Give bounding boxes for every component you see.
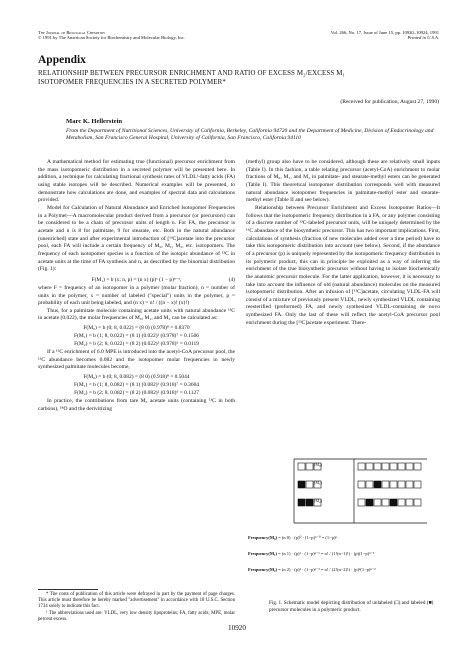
page-number: 10920	[228, 624, 246, 632]
unlabeled-unit	[306, 481, 313, 488]
unlabeled-unit	[298, 463, 305, 470]
label-m0: (M₀)	[314, 462, 322, 467]
frequency-m2-label: Frequency(M₂) =	[248, 567, 281, 572]
frequency-m0-formula: (n 0) · (p)⁰ · (1−p)ⁿ⁻⁰ = (1−p)ⁿ	[281, 535, 337, 540]
paragraph: where F = frequency of an isotopomer in a polymer (molar fraction), n = number of units in the polymer, x = number of labeled ("special") units in the polymer, p = probability of each unit being labeled, and (n x) = n! / ((n − x)! (x)!)	[38, 284, 235, 307]
unlabeled-unit	[382, 481, 389, 488]
volume-line: Vol. 266, No. 17, Issue of June 15, pp. 10920–10924, 1991	[330, 30, 439, 35]
unlabeled-unit	[382, 499, 389, 506]
unlabeled-unit	[382, 463, 389, 470]
frequency-m1-formula: (n 1) · (p)¹ · (1−p)ⁿ⁻¹ = n! / (1!(n−1)!) · (p)(1−p)ⁿ⁻¹	[281, 551, 375, 556]
labeled-unit	[374, 481, 381, 488]
figure-1-diagram	[262, 455, 440, 595]
article-title	[38, 70, 438, 87]
article-title-line-2: ISOTOPOMER FREQUENCIES IN A SECRETED POLYMER*	[38, 78, 226, 86]
left-column	[38, 159, 235, 413]
footnote: * The costs of publication of this article were defrayed in part by the payment of page charges. This article must therefore be hereby marked "advertisement" in accordance with 18 U.S.C. Section 1734 solely to indicate this fact.	[38, 592, 235, 610]
equation-line: F(M₀) = b (0; 8, 0.082) = (8 0) (0.918)⁸ = 0.5044	[83, 374, 190, 381]
unlabeled-unit	[390, 481, 397, 488]
equation-text: F(M₁) = b (x; n, p) = (n x) (p)ˣ (1 − p)ⁿ⁻ˣ,	[91, 276, 182, 283]
footnote: ¹ The abbreviations used are: VLDL, very low density lipoproteins; FA, fatty acids; MPE, molar percent excess.	[38, 610, 235, 622]
unlabeled-unit	[358, 499, 365, 506]
unlabeled-unit	[406, 481, 413, 488]
unlabeled-unit	[406, 463, 413, 470]
unlabeled-unit	[306, 463, 313, 470]
equation-4	[38, 276, 235, 284]
unlabeled-unit	[374, 463, 381, 470]
frequency-m0	[248, 535, 337, 541]
frequency-m2-formula: (n 2) · (p)² · (1−p)ⁿ⁻² = n! / (2!(n−2)!) · (p)²(1−p)ⁿ⁻²	[281, 567, 376, 572]
paragraph: If a ¹³C enrichment of 6.0 MPE is introduced into the acetyl-CoA precursor pool, the ¹³C abundance becomes 0.082 and the isotopomer molar frequencies in newly synthesized palmitate molecules become,	[38, 349, 235, 371]
unlabeled-unit	[358, 481, 365, 488]
unlabeled-unit	[358, 463, 365, 470]
printed-line: Printed in U.S.A.	[407, 35, 439, 41]
author-name: Marc K. Hellerstein	[66, 118, 123, 125]
label-m1: (M₁)	[314, 480, 322, 485]
unlabeled-unit	[406, 499, 413, 506]
section-title: Appendix	[38, 54, 86, 66]
labeled-unit	[298, 481, 305, 488]
unlabeled-unit	[390, 463, 397, 470]
equation-line: F(M₂) = b (2; 8, 0.022) = (8 2) (0.022)² (0.978)⁶ = 0.0119	[74, 341, 199, 348]
unlabeled-unit	[374, 499, 381, 506]
figure-1-caption: Fig. 1. Schematic model depicting distribution of unlabeled (□) and labeled (■) precursor molecules in a polymeric product.	[269, 600, 434, 613]
unlabeled-unit	[366, 463, 373, 470]
equation-line: F(M₁) = b (1; 8, 0.022) = (8 1) (0.022)¹ (0.978)⁷ = 0.1506	[73, 333, 200, 340]
labeled-unit	[390, 499, 397, 506]
journal-header	[38, 30, 185, 41]
footnote-rule	[38, 589, 98, 590]
unlabeled-unit	[414, 481, 421, 488]
unlabeled-unit	[414, 499, 421, 506]
equation-line: F(M₀) = b (0; 8, 0.022) = (8 0) (0.978)⁸ = 0.8370	[83, 325, 190, 332]
unlabeled-unit	[398, 499, 405, 506]
paragraph: In practice, the contributions from tare M₀ acetate units (containing ¹³C in both carbons), ¹⁸O and the derivitizing	[38, 398, 235, 412]
footnotes	[38, 589, 235, 623]
label-m2: (M₂)	[314, 498, 322, 503]
equation-number: (4)	[228, 276, 235, 283]
equation-line: F(M₂) = b (2; 8, 0.082) = (8 2) (0.082)² (0.918)⁶ = 0.1127	[74, 390, 199, 397]
paragraph: A mathematical method for estimating true (functional) precursor enrichment from the mass isotopomeric distribution in a secreted polymer will be presented here. In addition, a technique for calculating fractional synthesis rates of VLDL¹-fatty acids (FA) using stable isotopes will be described. Numerical examples will be presented, to demonstrate how calculations are done, and examples of spectral data and calculations provided.	[38, 159, 235, 204]
copyright-line: © 1991 by The American Society for Biochemistry and Molecular Biology, Inc.	[38, 35, 185, 41]
unlabeled-unit	[414, 463, 421, 470]
journal-name: The Journal of Biological Chemistry	[38, 30, 106, 35]
paragraph: Model for Calculation of Natural Abundance and Enriched Isotopomer Frequencies in a Polymer—A macromolecular product derived from a precursor (or precursors) can be considered to be a chain of precursor units of length n. For FA, the precursor is acetate and n is 8 for palmitate, 9 for stearate, etc. Both in the natural abundance (unenriched) state and after experimental introduction of [¹³C]acetate into the precursor pool, each FA will include a certain frequency of M₀, M₁, M₂, etc. isotopomers. The frequency of each isotopomer species is a function of the isotopic abundance of ¹³C in acetate units at the time of FA synthesis and n, as described by the binomial distribution (Fig. 1):	[38, 204, 235, 273]
frequency-m0-label: Frequency(M₀) =	[248, 535, 281, 540]
equation-line: F(M₁) = b (1; 8, 0.082) = (8 1) (0.082)¹ (0.918)⁷ = 0.3604	[73, 382, 200, 389]
unlabeled-unit	[398, 463, 405, 470]
paragraph: Relationship between Precursor Enrichment and Excess Isotopomer Ratios—It follows that the isotopomeric frequency distribution in a FA, or any polymer consisting of a discrete number of ¹³C-labeled precursor units, will be uniquely determined by the ¹³C abundance of the biosynthetic precursor. This has two important implications. First, calculations of synthesis (fraction of new molecules added over a time period) have to take this isotopomeric distribution into account (see below). Second, if the abundance of a precursor (p) is uniquely represented by the isotopomeric frequency distribution in its polymeric product, this can in principle be exploited as a way of inferring the enrichment of the true biosynthetic precursor without having to isolate biochemically the anatomic precursor molecule. For the latter application, however, it is necessary to take into account the influence of old (natural abundance) molecules on the measured isotopomeric distribution. After an infusion of [¹³C]acetate, circulating VLDL-FA will consist of a mixture of previously present VLDL, newly synthesized VLDL containing reesterified (preformed) FA, and newly synthesized VLDL-containing de novo synthesized FA. Only the last of these will reflect the acetyl-CoA precursor pool enrichment during the [¹³C]acetate experiment. There-	[246, 204, 440, 326]
equation-block-natural	[38, 324, 235, 348]
unlabeled-unit	[366, 481, 373, 488]
figure-1	[248, 455, 440, 595]
author-affiliation: From the Department of Nutritional Sciences, University of California, Berkeley, California 94720 and the Department of Medicine, Division of Endocrinology and Metabolism, San Francisco General Hospital, University of California, San Francisco, California 94110	[66, 128, 434, 142]
paragraph: Thus, for a palmitate molecule containing acetate units with natural abundance ¹³C in acetate (0.022), the molar frequencies of M₀, M₁, and M₂ can be calculated as:	[38, 307, 235, 322]
volume-header	[331, 30, 439, 41]
received-date: (Received for publication, August 27, 1990)	[340, 99, 439, 105]
frequency-m1-label: Frequency(M₁) =	[248, 551, 281, 556]
frequency-m1	[248, 551, 374, 557]
unlabeled-unit	[398, 481, 405, 488]
equation-block-enriched	[38, 373, 235, 397]
article-title-line-1: RELATIONSHIP BETWEEN PRECURSOR ENRICHMENT AND RATIO OF EXCESS M₂/EXCESS M₁	[38, 70, 346, 77]
right-column	[246, 159, 440, 327]
labeled-unit	[366, 499, 373, 506]
labeled-unit	[298, 499, 305, 506]
frequency-m2	[248, 567, 376, 573]
labeled-unit	[306, 499, 313, 506]
paragraph: (methyl) group also have to be considered, although these are relatively small inputs (Table I). In this fashion, a table relating precursor (acetyl-CoA) enrichment to molar fractions of M₀, M₁, and M₂ in palmitate- and stearate-methyl esters can be generated (Table I). This theoretical isotopomer distribution corresponds well with measured natural abundance isotopomer frequencies in palmitate-methyl ester and stearate-methyl ester (Table II and see below).	[246, 159, 440, 204]
